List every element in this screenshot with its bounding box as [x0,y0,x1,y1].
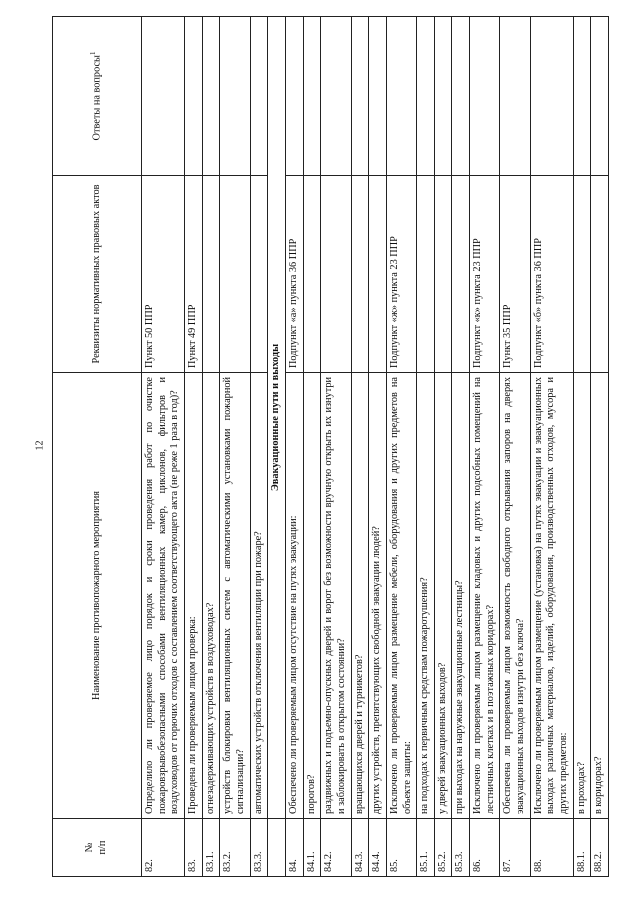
row-number: 83.3. [250,819,268,877]
row-number: 84.4. [369,819,387,877]
header-num: № п/п [53,819,142,877]
row-number: 85.3. [452,819,470,877]
row-number: 88. [530,819,573,877]
section-title: Эвакуационные пути и выходы [268,17,286,819]
row-requisites [303,176,321,373]
row-answer-cell[interactable] [452,17,470,176]
table-row [434,17,452,877]
row-answer-cell[interactable] [250,17,268,176]
page-number: 12 [34,440,46,451]
row-answer-cell[interactable] [351,17,369,176]
row-measure-text: автоматических устройств отключения вентиляции при пожаре? [250,373,268,819]
row-answer-cell[interactable] [591,17,609,176]
row-number: 83. [184,819,202,877]
table-header-row [53,17,142,877]
row-measure-text: раздвижных и подъемно-опускных дверей и ворот без возможности вручную открыть их изнутри и заблокировать в открытом состоянии? [321,373,351,819]
row-requisites: Пункт 50 ППР [142,176,185,373]
row-number: 88.2. [591,819,609,877]
row-requisites: Подпункт «б» пункта 36 ППР [530,176,573,373]
table-row [591,17,609,877]
row-answer-cell[interactable] [470,17,500,176]
row-answer-cell[interactable] [500,17,530,176]
row-answer-cell[interactable] [573,17,591,176]
row-requisites [321,176,351,373]
row-answer-cell[interactable] [303,17,321,176]
checklist-table [52,16,609,877]
row-measure-text: Обеспечено ли проверяемым лицом отсутствие на путях эвакуации: [285,373,303,819]
row-requisites [220,176,250,373]
row-answer-cell[interactable] [142,17,185,176]
row-requisites [417,176,435,373]
row-requisites: Пункт 49 ППР [184,176,202,373]
row-requisites [351,176,369,373]
row-answer-cell[interactable] [220,17,250,176]
row-number: 84.2. [321,819,351,877]
rotated-page-content [52,51,605,877]
row-answer-cell[interactable] [530,17,573,176]
section-row [268,17,286,877]
row-measure-text: огнезадерживающих устройств в воздуховодах? [202,373,220,819]
table-row [142,17,185,877]
row-answer-cell[interactable] [417,17,435,176]
table-row [321,17,351,877]
row-number: 85.2. [434,819,452,877]
row-requisites [573,176,591,373]
row-requisites [452,176,470,373]
row-measure-text: Исключено ли проверяемым лицом размещение (установка) на путях эвакуации и эвакуационных выходах различных материалов, изделий, оборудования, производственных отходов, мусора и других предметов: [530,373,573,819]
row-requisites: Пункт 35 ППР [500,176,530,373]
header-answers-footnote: 1 [89,51,98,56]
row-answer-cell[interactable] [386,17,416,176]
section-num-cell [268,819,286,877]
row-number: 84.3. [351,819,369,877]
row-number: 84. [285,819,303,877]
row-measure-text: при выходах на наружные эвакуационные лестницы? [452,373,470,819]
table-row [386,17,416,877]
table-row [573,17,591,877]
header-requisites: Реквизиты нормативных правовых актов [53,176,142,373]
row-number: 88.1. [573,819,591,877]
row-answer-cell[interactable] [202,17,220,176]
table-row [452,17,470,877]
row-answer-cell[interactable] [369,17,387,176]
row-requisites [591,176,609,373]
table-row [351,17,369,877]
row-requisites [369,176,387,373]
row-number: 82. [142,819,185,877]
row-requisites [434,176,452,373]
table-row [250,17,268,877]
row-answer-cell[interactable] [321,17,351,176]
row-measure-text: Обеспечена ли проверяемым лицом возможность свободного открывания запоров на дверях эвакуационных выходов изнутри без ключа? [500,373,530,819]
row-requisites: Подпункт «к» пункта 23 ППР [470,176,500,373]
row-measure-text: порогов? [303,373,321,819]
table-row [417,17,435,877]
row-requisites: Подпункт «ж» пункта 23 ППР [386,176,416,373]
row-requisites [202,176,220,373]
table-row [220,17,250,877]
row-answer-cell[interactable] [184,17,202,176]
row-measure-text: устройств блокировки вентиляционных систем с автоматическими установками пожарной сигнализации? [220,373,250,819]
row-measure-text: в проходах? [573,373,591,819]
row-number: 85.1. [417,819,435,877]
row-measure-text: у дверей эвакуационных выходов? [434,373,452,819]
row-answer-cell[interactable] [285,17,303,176]
row-number: 85. [386,819,416,877]
row-measure-text: Исключено ли проверяемым лицом размещение мебели, оборудования и других предметов на объекте защиты: [386,373,416,819]
table-row [285,17,303,877]
row-measure-text: Определило ли проверяемое лицо порядок и сроки проведения работ по очистке пожаровзрывобезопасными способами вентиляционных камер, циклонов, фильтров и воздуховодов от горючих отходов с составлением соответствующего акта (не реже 1 раза в год)? [142,373,185,819]
header-answers [53,17,142,176]
row-measure-text: на подходах к первичным средствам пожаротушения? [417,373,435,819]
table-row [184,17,202,877]
row-number: 83.2. [220,819,250,877]
table-body [142,17,609,877]
table-row [369,17,387,877]
header-name: Наименование противопожарного мероприятия [53,373,142,819]
table-row [500,17,530,877]
table-row [530,17,573,877]
row-number: 87. [500,819,530,877]
table-row [470,17,500,877]
table-row [303,17,321,877]
row-number: 84.1. [303,819,321,877]
row-answer-cell[interactable] [434,17,452,176]
row-measure-text: Проведена ли проверяемым лицом проверка: [184,373,202,819]
row-number: 83.1. [202,819,220,877]
header-answers-label: Ответы на вопросы [91,55,103,141]
table-row [202,17,220,877]
row-measure-text: вращающихся дверей и турникетов? [351,373,369,819]
row-measure-text: других устройств, препятствующих свободной эвакуации людей? [369,373,387,819]
row-measure-text: в коридорах? [591,373,609,819]
row-requisites [250,176,268,373]
row-number: 86. [470,819,500,877]
row-measure-text: Исключено ли проверяемым лицом размещение кладовых и других подсобных помещений на лестничных клетках и в поэтажных коридорах? [470,373,500,819]
row-requisites: Подпункт «а» пункта 36 ППР [285,176,303,373]
